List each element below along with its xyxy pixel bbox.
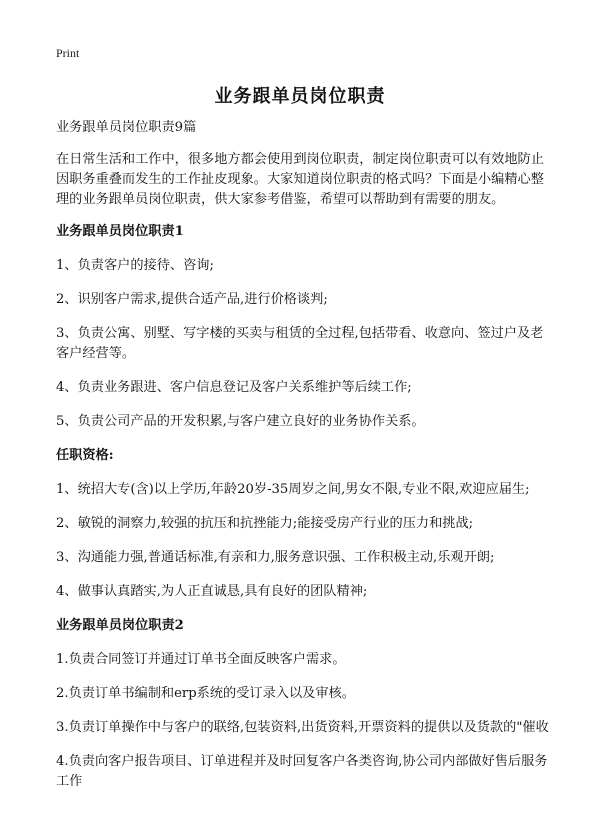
section-heading-qualifications: 任职资格: xyxy=(56,448,114,463)
list-item: 3、负责公寓、别墅、写字楼的买卖与租赁的全过程,包括带看、收意向、签过户及老客户经营等。 xyxy=(56,326,544,361)
list-item: 1、负责客户的接待、咨询; xyxy=(56,258,214,273)
list-item: 2、识别客户需求,提供合适产品,进行价格谈判; xyxy=(56,292,328,307)
list-item: 3、沟通能力强,普通话标准,有亲和力,服务意识强、工作积极主动,乐观开朗; xyxy=(56,550,495,565)
list-item: 1、统招大专(含)以上学历,年龄20岁-35周岁之间,男女不限,专业不限,欢迎应届生; xyxy=(56,482,530,497)
print-link[interactable]: Print xyxy=(56,46,80,60)
list-item: 4.负责向客户报告项目、订单进程并及时回复客户各类咨询,协公司内部做好售后服务工作 xyxy=(56,754,548,789)
list-item: 4、做事认真踏实,为人正直诚恳,具有良好的团队精神; xyxy=(56,584,368,599)
list-item: 4、负责业务跟进、客户信息登记及客户关系维护等后续工作; xyxy=(56,380,412,395)
section-heading-duties-1: 业务跟单员岗位职责1 xyxy=(56,224,184,239)
section-heading-duties-2: 业务跟单员岗位职责2 xyxy=(56,618,184,633)
list-item: 2.负责订单书编制和erp系统的受订录入以及审核。 xyxy=(56,686,355,701)
document-body xyxy=(56,118,552,806)
list-item: 1.负责合同签订并通过订单书全面反映客户需求。 xyxy=(56,652,346,667)
intro-paragraph: 在日常生活和工作中，很多地方都会使用到岗位职责，制定岗位职责可以有效地防止因职务重叠而发生的工作扯皮现象。大家知道岗位职责的格式吗？下面是小编精心整理的业务跟单员岗位职责，供大家参考借鉴，希望可以帮助到有需要的朋友。 xyxy=(56,152,544,207)
list-item: 5、负责公司产品的开发积累,与客户建立良好的业务协作关系。 xyxy=(56,414,425,429)
document-subtitle: 业务跟单员岗位职责9篇 xyxy=(56,120,197,135)
page-title: 业务跟单员岗位职责 xyxy=(214,86,386,107)
list-item: 3.负责订单操作中与客户的联络,包装资料,出货资料,开票资料的提供以及货款的"催收 xyxy=(56,720,549,735)
list-item: 2、敏锐的洞察力,较强的抗压和抗挫能力;能接受房产行业的压力和挑战; xyxy=(56,516,474,531)
